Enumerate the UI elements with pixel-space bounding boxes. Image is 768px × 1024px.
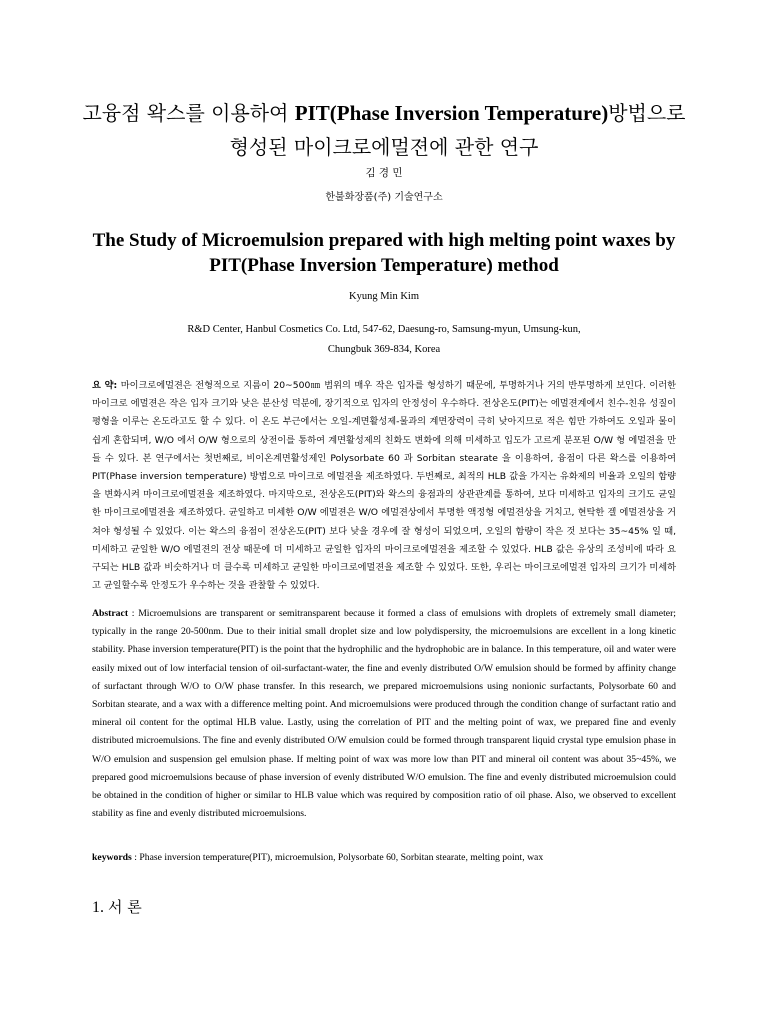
korean-abstract-label: 요 약: (92, 380, 118, 391)
english-title-line-2: PIT(Phase Inversion Temperature) method (209, 255, 559, 276)
section-number: 1. (92, 899, 108, 916)
english-title-line-1: The Study of Microemulsion prepared with high melting point waxes by (92, 230, 676, 251)
korean-affiliation: 한불화장품(주) 기술연구소 (325, 192, 443, 203)
korean-title-line-1-ko: 고융점 왁스를 이용하여 (82, 101, 295, 125)
english-affiliation (120, 320, 648, 360)
english-abstract-label: Abstract (92, 608, 129, 619)
korean-title (60, 96, 708, 164)
keywords-body: : Phase inversion temperature(PIT), microemulsion, Polysorbate 60, Sorbitan stearate, melting point, wax (131, 852, 544, 863)
english-affiliation-line-1: R&D Center, Hanbul Cosmetics Co. Ltd, 547-62, Daesung-ro, Samsung-myun, Umsung-kun, (187, 324, 581, 335)
section-heading (92, 896, 142, 917)
korean-title-line-1 (60, 96, 708, 130)
section-title: 서 론 (108, 898, 142, 916)
korean-abstract (92, 377, 676, 595)
english-title (60, 228, 708, 278)
korean-abstract-body: 마이크로에멀젼은 전형적으로 지름이 20~500㎚ 범위의 매우 작은 입자를 형성하기 때문에, 투명하거나 거의 반투명하게 보인다. 이러한 마이크로 에멀젼은 작은 입자 크기와 낮은 분산성 덕분에, 장기적으로 입자의 안정성이 우수하다. 전상온도(PIT)는 에멀젼계에서 친수-친유 성질이 평형을 이루는 온도라고도 할 수 있다. 이 온도 부근에서는 오일-계면활성제-물과의 계면장력이 극히 낮아지므로 적은 힘만 가하여도 오일과 물이 쉽게 혼합되며, W/O 에서 O/W 형으로의 상전이를 통하여 계면활성제의 친화도 변화에 의해 미세하고 입도가 고르게 분포된 O/W 형 에멀젼을 만들 수 있다. 본 연구에서는 첫번째로, 비이온계면활성제인 Polysorbate 60 과 Sorbitan stearate 을 이용하여, 융점이 다른 왁스를 이용하여 PIT(Phase inversion temperature) 방법으로 마이크로 에멀젼을 제조하였다. 두번째로, 최적의 HLB 값을 가지는 유화제의 비율과 오일의 함량을 변화시켜 마이크로에멀젼을 제조하였다. 마지막으로, 전상온도(PIT)와 왁스의 융점과의 상관관계를 통하여, 보다 미세하고 입자의 크기도 균일한 마이크로에멀젼을 제조하였다. 균일하고 미세한 O/W 에멀젼은 W/O 에멀젼상에서 투명한 액정형 에멀젼상을 거치고, 현탁한 겔 에멀젼상을 거쳐야 형성될 수 있었다. 이는 왁스의 융점이 전상온도(PIT) 보다 낮을 경우에 잘 형성이 되었으며, 오일의 함량이 작은 것 보다는 35~45% 일 때, 미세하고 균일한 W/O 에멀젼의 전상 때문에 더 미세하고 균일한 입자의 마이크로에멀젼을 제조할 수 있었다. HLB 값은 유상의 조성비에 따라 요구되는 HLB 값과 비슷하거나 더 클수록 미세하고 균일한 마이크로에멀젼을 제조할 수 있었다. 또한, 우리는 마이크로에멀젼 입자의 크기가 미세하고 균일할수록 안정도가 우수하는 것을 관찰할 수 있었다. (92, 380, 676, 592)
english-affiliation-line-2: Chungbuk 369-834, Korea (327, 344, 441, 355)
korean-title-line-2: 형성된 마이크로에멀젼에 관한 연구 (229, 135, 539, 159)
keywords (92, 849, 676, 867)
english-abstract (92, 605, 676, 823)
korean-title-line-1-latin: PIT(Phase Inversion Temperature) (294, 101, 609, 125)
korean-title-line-1-suffix: 방법으로 (608, 101, 686, 125)
korean-author: 김 경 민 (365, 167, 403, 179)
english-abstract-body: : Microemulsions are transparent or semitransparent because it formed a class of emulsions with droplets of extremely small diameter; typically in the range 20-500nm. Due to their initial small droplet size and low polydispersity, the microemulsions are excellent in a long kinetic stability. Phase inversion temperature(PIT) is the point that the hydrophilic and the hydrophobic are in balance. In this temperature, oil and water were easily mixed out of low interfacial tension of oil-surfactant-water, the fine and evenly distributed O/W emulsion should be formed by affinity change of surfactant through W/O to O/W phase transfer. In this research, we prepared microemulsions using nonionic surfactants, Polysorbate 60 and Sorbitan stearate, and a wax with a difference melting point. And microemulsions were produced through the condition change of surfactant ratio and mineral oil content for the optimal HLB value. Lastly, using the correlation of PIT and the melting point of wax, we prepared fine and evenly distributed microemulsions. The fine and evenly distributed O/W emulsion could be formed through transparent liquid crystal type emulsion phase in W/O emulsion and suspension gel emulsion phase. If melting point of wax was more low than PIT and mineral oil content was about 35~45%, we prepared good microemulsions because of phase inversion of evenly distributed W/O emulsion. The fine and evenly distributed microemulsion could be obtained in the condition of higher or similar to HLB value which was required by composition ratio of oil phase. Also, we observed to excellent stability as fine and evenly distributed microemulsions. (92, 608, 676, 820)
keywords-label: keywords (92, 852, 132, 863)
english-author: Kyung Min Kim (348, 291, 419, 302)
